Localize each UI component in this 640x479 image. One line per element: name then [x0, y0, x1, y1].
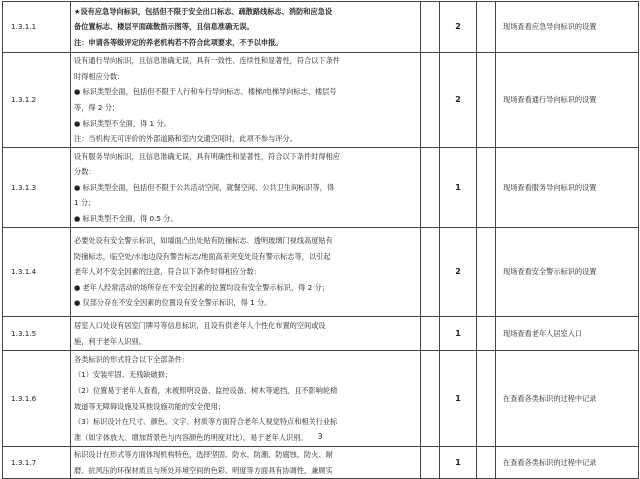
table-row [3, 53, 639, 148]
item-score: 1 [440, 351, 477, 447]
content-line: 施，利于老年人识别。 [74, 336, 146, 346]
item-code: 1.3.1.1 [3, 2, 71, 53]
item-content [71, 148, 421, 228]
item-method: 现场查看通行导向标识的设置 [496, 53, 639, 148]
item-method: 在查看各类标识的过程中记录 [496, 447, 639, 479]
content-line: 设有服务导向标识，且信息准确无误，具有明确性和显著性，符合以下条件时得相应 [74, 151, 340, 161]
content-line: ★设有应急导向标识，包括但不限于安全出口标志、疏散路线标志、消防和应急设 [74, 6, 333, 16]
item-code: 1.3.1.5 [3, 317, 71, 351]
table-row [3, 2, 639, 53]
item-content [71, 447, 421, 479]
content-line: 防撞标志，临空处/水池边设有警告标志/地面高差突变处设有警示标志等，以引起 [74, 251, 331, 261]
content-line: 时得相应分数： [74, 71, 125, 81]
item-score: 1 [440, 447, 477, 479]
item-method: 现场查看应急导向标识的设置 [496, 2, 639, 53]
item-content [71, 228, 421, 317]
empty-cell [421, 53, 440, 148]
empty-cell [477, 148, 496, 228]
content-line: 备位置标志、楼层平面疏散指示图等，且信息准确无误。 [74, 22, 254, 32]
empty-cell [421, 228, 440, 317]
content-line: 磨、抗风压的环保材质且与所处环境空间的色彩、明度等方面具有协调性，兼顾实 [74, 465, 333, 475]
content-line: 标识设计在形式等方面体现机构特色，选择坚固、防水、防潮、防腐蚀、防火、耐 [74, 450, 333, 459]
empty-cell [477, 317, 496, 351]
content-line: 老年人对不安全因素的注意，符合以下条件时得相应分数： [74, 267, 261, 277]
content-line: 注：申请各等级评定的养老机构若不符合此项要求，不予以申报。 [74, 37, 283, 47]
content-line: 等，得 2 分； [74, 103, 120, 112]
item-code: 1.3.1.2 [3, 53, 71, 148]
item-score: 1 [440, 317, 477, 351]
item-score: 2 [440, 228, 477, 317]
item-content [71, 317, 421, 351]
content-line: 必要处设有安全警示标识，如墙面凸出处贴有防撞标志、透明玻璃门视线高度贴有 [74, 236, 333, 246]
table-row [3, 148, 639, 228]
table-row [3, 317, 639, 351]
empty-cell [421, 317, 440, 351]
content-line: ● 标识类型不全面，得 1 分。 [74, 118, 171, 128]
content-line: 坡道等无障碍设施及其他设施功能的安全使用； [74, 401, 225, 411]
item-score: 2 [440, 2, 477, 53]
empty-cell [421, 447, 440, 479]
table-row [3, 447, 639, 479]
content-line: ● 仅部分存在不安全因素的位置设有安全警示标识，得 1 分。 [74, 298, 272, 308]
item-method: 现场查看老年人居室入口 [496, 317, 639, 351]
empty-cell [421, 148, 440, 228]
evaluation-table-body [3, 2, 639, 479]
item-score: 1 [440, 148, 477, 228]
item-code: 1.3.1.7 [3, 447, 71, 479]
empty-cell [477, 228, 496, 317]
content-line: （1）安装牢固、无残缺破损； [74, 370, 173, 380]
empty-cell [477, 53, 496, 148]
content-line: （2）位置易于老年人查看，未被照明设备、监控设备、树木等遮挡，且不影响轮椅 [74, 385, 338, 395]
content-line: 1 分； [74, 198, 96, 208]
empty-cell [477, 447, 496, 479]
table-row [3, 228, 639, 317]
page-number: 3 [317, 432, 323, 441]
item-code: 1.3.1.3 [3, 148, 71, 228]
item-content [71, 2, 421, 53]
item-method: 在查看各类标识的过程中记录 [496, 351, 639, 447]
item-method: 现场查看安全警示标识的设置 [496, 228, 639, 317]
content-line: 设有通行导向标识，且信息准确无误，具有一致性、连续性和显著性，符合以下条件 [74, 56, 340, 66]
content-line: 注：当机构无可评价的外部道路和室内交通空间时，此项不参与评分。 [74, 134, 297, 144]
item-code: 1.3.1.4 [3, 228, 71, 317]
empty-cell [421, 2, 440, 53]
content-line: 准（如字体放大、增加背景色与内容颜色的明度对比），易于老年人识别。 [74, 432, 308, 442]
content-line: ● 老年人经常活动的场所存在不安全因素的位置均设有安全警示标识，得 2 分； [74, 282, 329, 292]
item-score: 2 [440, 53, 477, 148]
content-line: ● 标识类型全面，包括但不限于公共活动空间、就餐空间、公共卫生间标识等，得 [74, 182, 335, 192]
evaluation-table [2, 1, 639, 479]
empty-cell [477, 2, 496, 53]
item-code: 1.3.1.6 [3, 351, 71, 447]
content-line: ● 标识类型不全面，得 0.5 分。 [74, 213, 178, 223]
content-line: （3）标识设计在尺寸、颜色、文字、材质等方面符合老年人视觉特点和相关行业标 [74, 417, 338, 427]
content-line: ● 标识类型全面，包括但不限于人行和车行导向标志、楼梯/电梯导向标志、楼层号 [74, 87, 337, 97]
content-line: 居室入口处设有居室门牌号等信息标识，且设有供老年人个性化布置的空间或设 [74, 320, 326, 330]
item-method: 现场查看服务导向标识的设置 [496, 148, 639, 228]
content-line: 各类标识的形式符合以下全部条件： [74, 354, 190, 364]
item-content [71, 53, 421, 148]
content-line: 分数： [74, 167, 96, 177]
